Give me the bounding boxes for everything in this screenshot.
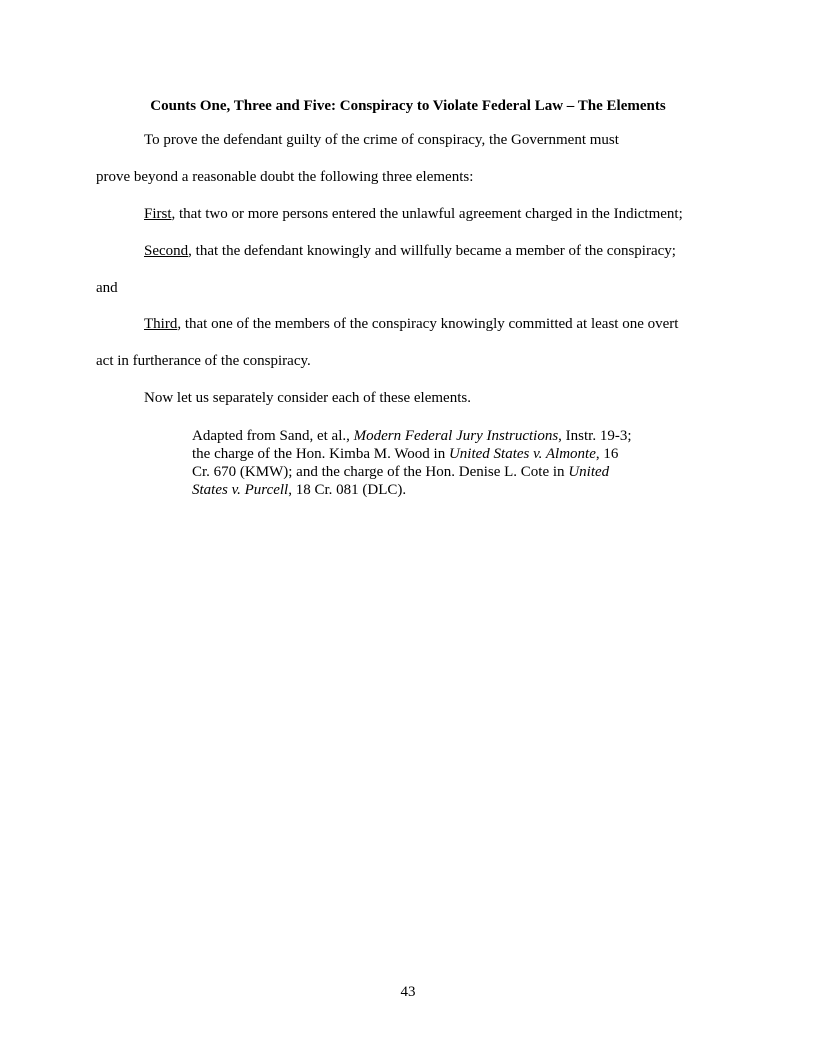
citation-italic-2: United States v. Almonte — [448, 446, 596, 462]
element-third-text: , that one of the members of the conspiracy knowingly committed at least one overt — [177, 316, 679, 332]
section-heading: Counts One, Three and Five: Conspiracy to Violate Federal Law – The Elements — [150, 98, 666, 114]
page-number: 43 — [400, 984, 416, 1000]
citation-italic-3: United States v. Purcell — [192, 464, 610, 498]
citation-block — [192, 427, 632, 499]
element-second-continuation: and — [96, 280, 118, 296]
citation-text-4: , 18 Cr. 081 (DLC). — [288, 482, 407, 498]
closing-line: Now let us separately consider each of these elements. — [144, 390, 471, 406]
element-third-label: Third — [144, 316, 178, 332]
intro-line-2: prove beyond a reasonable doubt the following three elements: — [96, 169, 474, 185]
element-second — [144, 242, 676, 260]
citation-text-3: , 16 Cr. 670 (KMW); and the charge of the Hon. Denise L. Cote in — [192, 446, 619, 480]
citation-italic-1: Modern Federal Jury Instructions — [353, 428, 559, 444]
element-first-text: , that two or more persons entered the unlawful agreement charged in the Indictment; — [171, 206, 683, 222]
citation-text-2: , Instr. 19-3; the charge of the Hon. Kimba M. Wood in — [192, 428, 632, 462]
element-second-label: Second — [144, 243, 189, 259]
element-first-label: First — [144, 206, 172, 222]
element-second-text: , that the defendant knowingly and willfully became a member of the conspiracy; — [188, 243, 676, 259]
element-third — [144, 315, 678, 333]
element-third-continuation: act in furtherance of the conspiracy. — [96, 353, 311, 369]
citation-text-1: Adapted from Sand, et al., — [192, 428, 354, 444]
element-first — [144, 205, 683, 223]
intro-line-1: To prove the defendant guilty of the crime of conspiracy, the Government must — [144, 132, 619, 148]
